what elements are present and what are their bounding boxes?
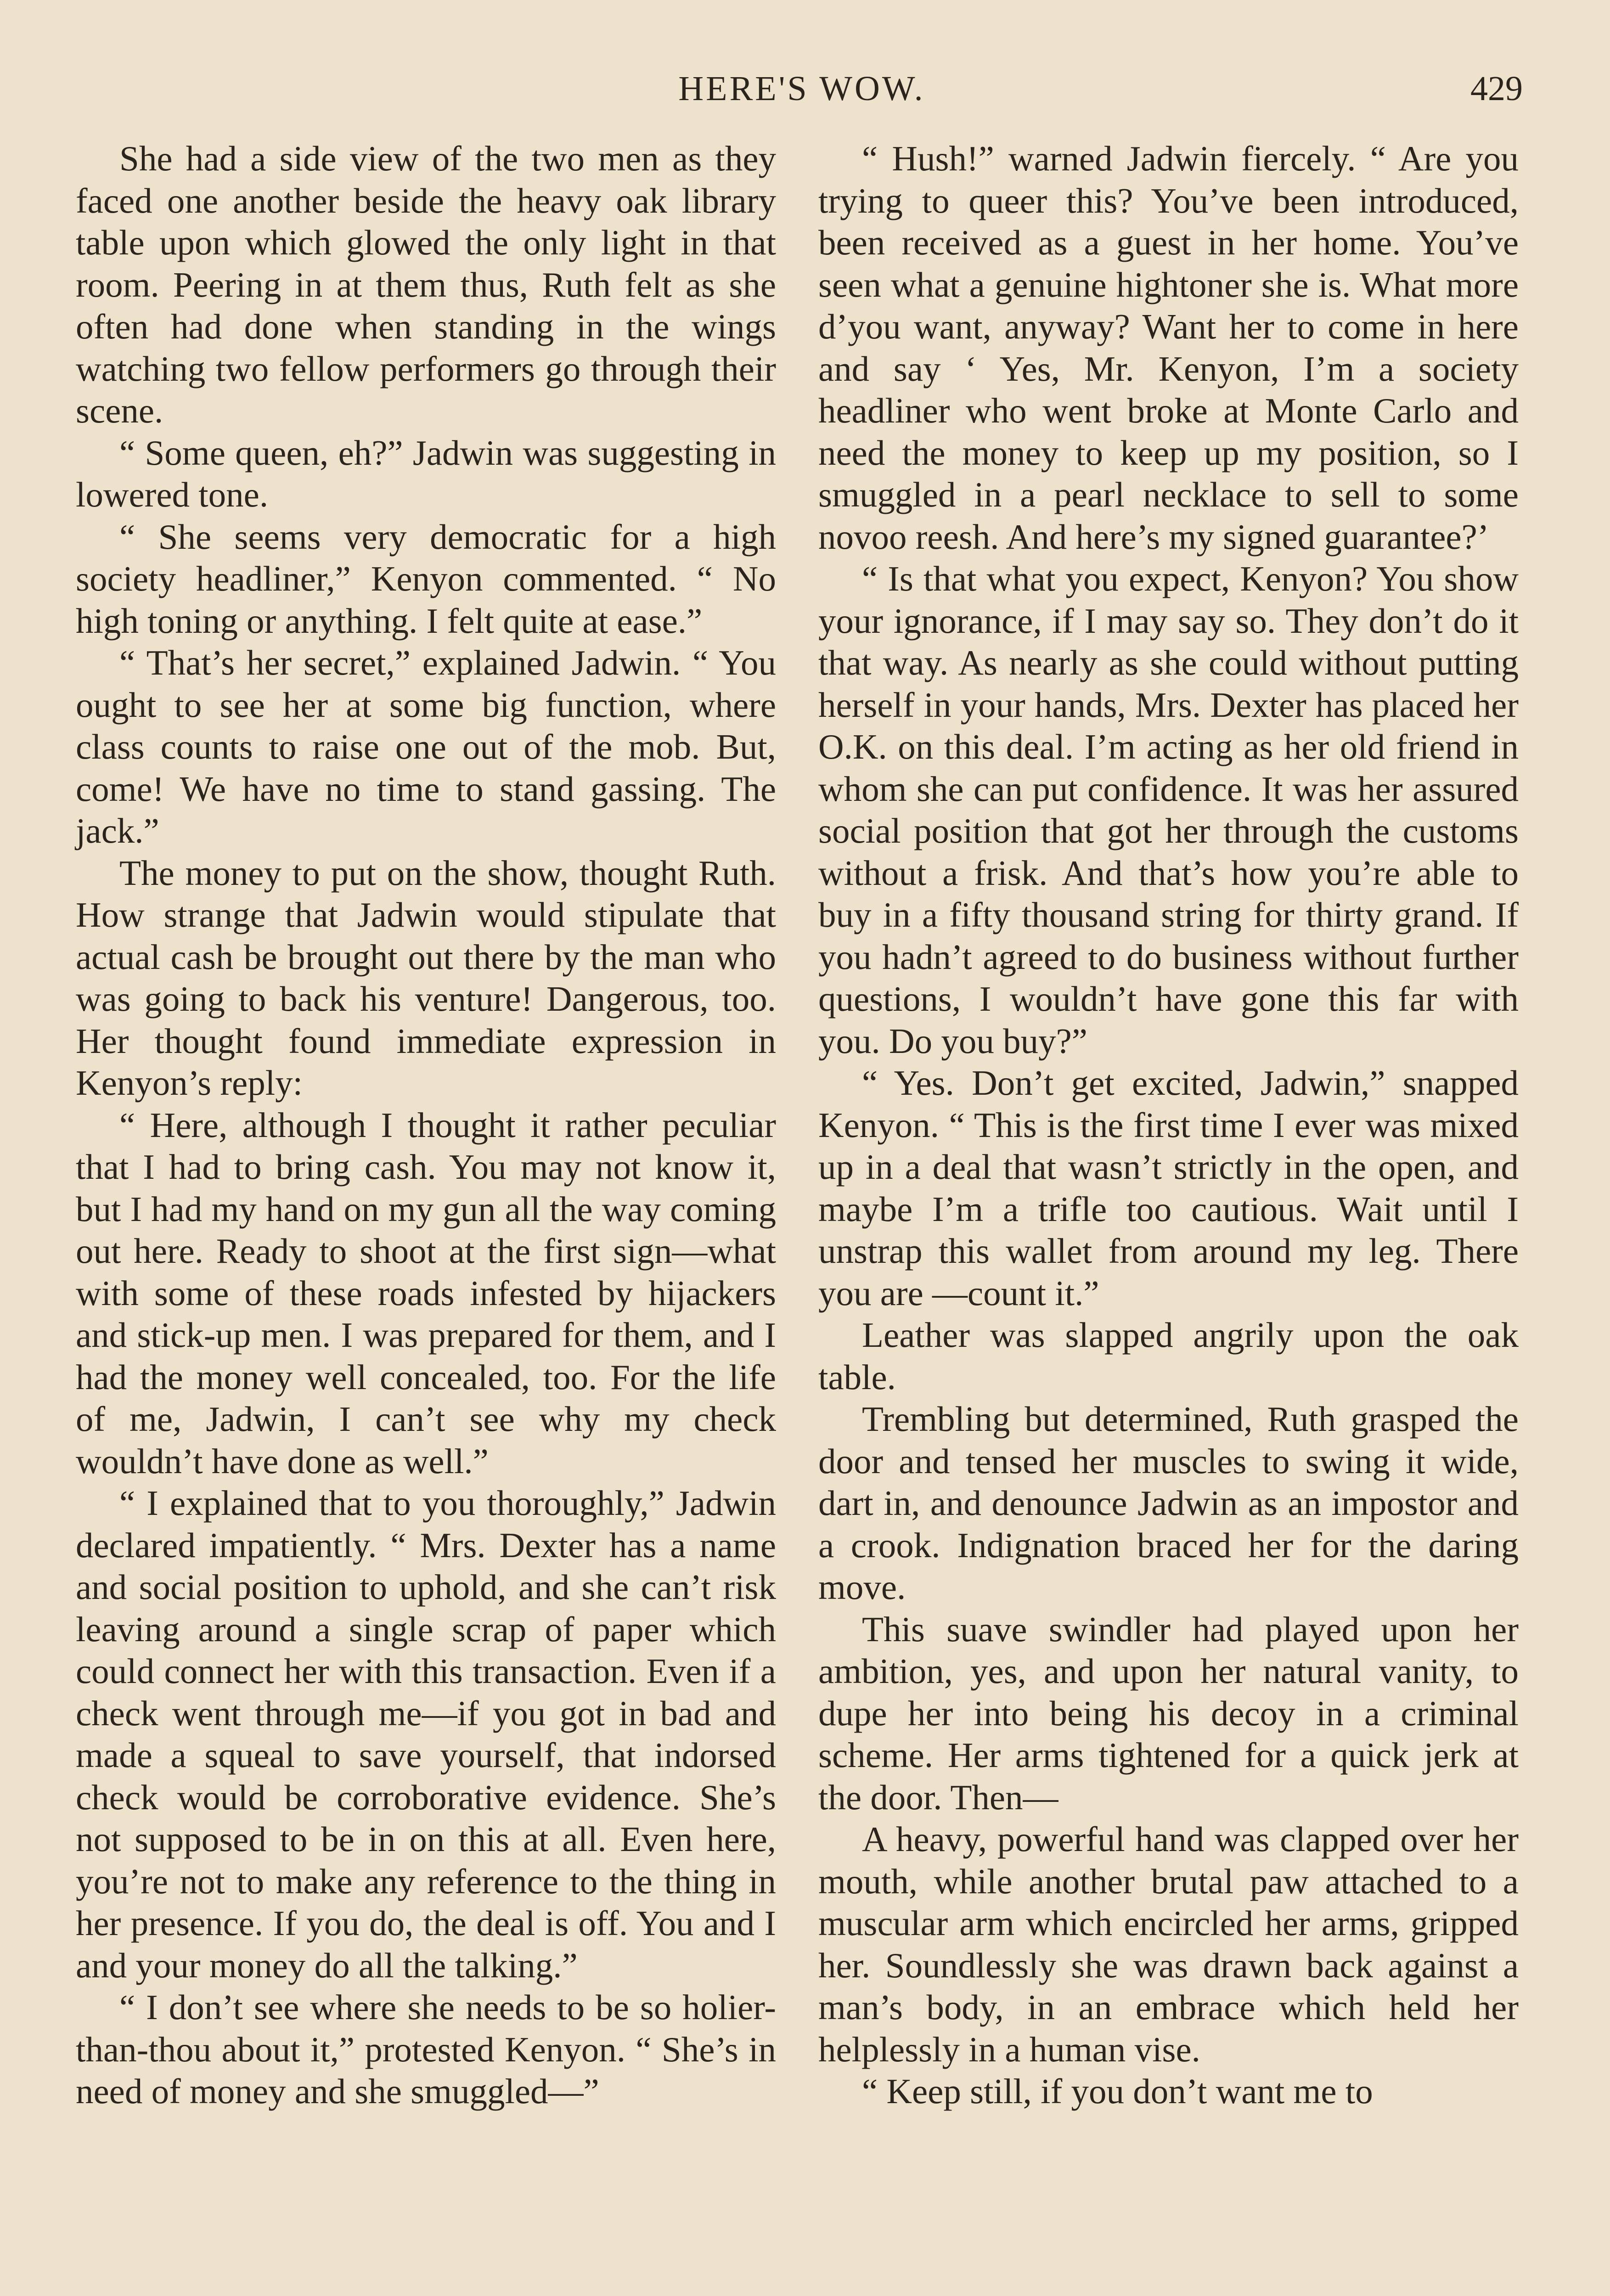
paragraph: She had a side view of the two men as they faced one another beside the heavy oak library table upon which glowed the only light in that room. Peering in at them thus, Ruth felt as she often had done when standing in the wings watching two fellow performers go through their scene. (76, 139, 776, 430)
paragraph: “ Here, although I thought it rather peculiar that I had to bring cash. You may not know it, but I had my hand on my gun all the way coming out here. Ready to shoot at the first sign—what with some of these roads infested by hijackers and stick-up men. I was prepared for them, and I had the money well concealed, too. For the life of me, Jadwin, I can’t see why my check wouldn’t have done as well.” (76, 1105, 776, 1481)
paragraph: “ That’s her secret,” explained Jadwin. “ You ought to see her at some big function, where class counts to raise one out of the mob. But, come! We have no time to stand gassing. The jack.” (76, 643, 776, 850)
page-number: 429 (1470, 69, 1523, 108)
paragraph: “ She seems very democratic for a high society headliner,” Kenyon commented. “ No high toning or anything. I felt quite at ease.” (76, 517, 776, 641)
paragraph: “ I don’t see where she needs to be so holier-than-thou about it,” protested Kenyon. “ She’s in need of money and she smuggled—” (76, 1987, 776, 2111)
paragraph: Trembling but determined, Ruth grasped the door and tensed her muscles to swing it wide, dart in, and denounce Jadwin as an impostor and a crook. Indignation braced her for the daring move. (818, 1399, 1519, 1607)
left-column (76, 138, 776, 2113)
paragraph: The money to put on the show, thought Ruth. How strange that Jadwin would stipulate that actual cash be brought out there by the man who was going to back his venture! Dangerous, too. Her thought found immediate expression in Kenyon’s reply: (76, 853, 776, 1103)
paragraph: Leather was slapped angrily upon the oak table. (818, 1315, 1519, 1397)
paragraph: This suave swindler had played upon her ambition, yes, and upon her natural vanity, to dupe her into being his decoy in a criminal scheme. Her arms tightened for a quick jerk at the door. Then— (818, 1609, 1519, 1817)
running-head: HERE'S WOW. (678, 69, 925, 108)
paragraph: “ Yes. Don’t get excited, Jadwin,” snapped Kenyon. “ This is the first time I ever was mixed up in a deal that wasn’t strictly in the open, and maybe I’m a trifle too cautious. Wait until I unstrap this wallet from around my leg. There you are —count it.” (818, 1063, 1519, 1313)
paragraph: “ Some queen, eh?” Jadwin was suggesting in lowered tone. (76, 433, 776, 514)
right-column (818, 138, 1519, 2113)
page-header (81, 69, 1523, 119)
paragraph: “ Hush!” warned Jadwin fiercely. “ Are you trying to queer this? You’ve been introduced, been received as a guest in her home. You’ve seen what a genuine hightoner she is. What more d’you want, anyway? Want her to come in here and say ‘ Yes, Mr. Kenyon, I’m a society headliner who went broke at Monte Carlo and need the money to keep up my position, so I smuggled in a pearl necklace to sell to some novoo reesh. And here’s my signed guarantee?’ (818, 139, 1519, 557)
paragraph: “ Is that what you expect, Kenyon? You show your ignorance, if I may say so. They don’t do it that way. As nearly as she could without putting herself in your hands, Mrs. Dexter has placed her O.K. on this deal. I’m acting as her old friend in whom she can put confidence. It was her assured social position that got her through the customs without a frisk. And that’s how you’re able to buy in a fifty thousand string for thirty grand. If you hadn’t agreed to do business without further questions, I wouldn’t have gone this far with you. Do you buy?” (818, 559, 1519, 1061)
paragraph: A heavy, powerful hand was clapped over her mouth, while another brutal paw attached to a muscular arm which encircled her arms, gripped her. Soundlessly she was drawn back against a man’s body, in an embrace which held her helplessly in a human vise. (818, 1819, 1519, 2069)
paragraph: “ Keep still, if you don’t want me to (862, 2071, 1373, 2111)
paragraph: “ I explained that to you thoroughly,” Jadwin declared impatiently. “ Mrs. Dexter has a name and social position to uphold, and she can’t risk leaving around a single scrap of paper which could connect her with this transaction. Even if a check went through me—if you got in bad and made a squeal to save yourself, that indorsed check would be corroborative evidence. She’s not supposed to be in on this at all. Even here, you’re not to make any reference to the thing in her presence. If you do, the deal is off. You and I and your money do all the talking.” (76, 1483, 776, 1985)
